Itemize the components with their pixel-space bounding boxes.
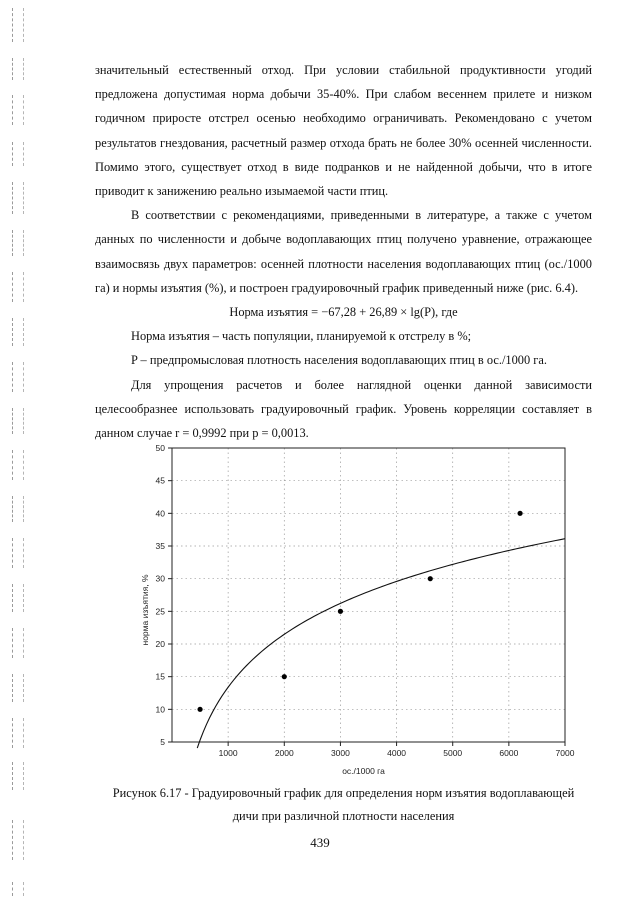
scan-mark (12, 58, 24, 80)
scan-mark (12, 718, 24, 748)
definition-1: Норма изъятия – часть популяции, планируемой к отстрелу в %; (131, 329, 472, 344)
x-tick-label: 1000 (218, 748, 238, 758)
x-axis-label: ос./1000 га (342, 766, 385, 776)
y-tick-label: 10 (155, 704, 165, 715)
scan-mark (12, 762, 24, 790)
paragraph-3: Для упрощения расчетов и более наглядной оценки данной зависимости целесообразнее использовать градуировочный график. Уровень корреляции составляет в данном случае r = 0,9992 при p = 0,0013. (95, 377, 592, 441)
body-text (95, 58, 592, 445)
scan-mark (12, 318, 24, 346)
scan-mark (12, 95, 24, 125)
x-tick-label: 5000 (443, 748, 463, 758)
caption-line-1: Рисунок 6.17 - Градуировочный график для определения норм изъятия водоплавающей (112, 786, 575, 800)
calibration-chart (135, 440, 585, 780)
x-tick-label: 7000 (555, 748, 575, 758)
y-axis-label: норма изъятия, % (140, 574, 150, 646)
scan-mark (12, 584, 24, 612)
y-tick-label: 30 (155, 573, 165, 584)
x-tick-label: 6000 (499, 748, 519, 758)
scan-mark (12, 230, 24, 256)
y-tick-label: 50 (155, 443, 165, 453)
page-number: 439 (310, 835, 330, 850)
paragraph-2: В соответствии с рекомендациями, приведенными в литературе, а также с учетом данных по численности и добыче водоплавающих птиц получено уравнение, отражающее взаимосвязь двух параметров: осенней плотности населения водоплавающих птиц (ос./1000 га) и нормы изъятия (%), и построен градуировочный график приведенный ниже (рис. 6.4). (95, 208, 592, 295)
figure-caption (95, 782, 592, 828)
data-point (428, 576, 433, 581)
y-tick-label: 5 (160, 737, 165, 747)
paragraph-1: значительный естественный отход. При условии стабильной продуктивности угодий предложена допустимая норма добычи 35-40%. При слабом весеннем прилете и низком годичном приросте отстрел осенью необходимо ограничивать. Рекомендовано с учетом результатов гнездования, расчетный размер отхода брать не более 30% осенней численности. Помимо этого, существует отход в виде подранков и не найденной добычи, что в итоге приводит к занижению реально изымаемой части птиц. (95, 63, 592, 199)
y-tick-label: 40 (155, 508, 165, 519)
scan-mark (12, 408, 24, 434)
y-tick-label: 20 (155, 639, 165, 649)
x-tick-label: 4000 (387, 748, 407, 758)
data-point (338, 609, 343, 614)
y-tick-label: 35 (155, 541, 165, 551)
caption-line-2: дичи при различной плотности населения (232, 809, 455, 823)
y-tick-label: 45 (155, 475, 165, 486)
scan-mark (12, 538, 24, 568)
scan-mark (12, 142, 24, 166)
x-tick-label: 3000 (330, 748, 350, 758)
y-tick-label: 15 (155, 671, 165, 682)
scan-mark (12, 628, 24, 658)
data-point (517, 511, 522, 516)
plot-frame (172, 448, 565, 742)
scan-mark (12, 496, 24, 522)
scan-margin-marks (12, 0, 28, 905)
scan-mark (12, 674, 24, 702)
scan-mark (12, 882, 24, 896)
scan-mark (12, 8, 24, 42)
scan-mark (12, 450, 24, 480)
definition-2: P – предпромысловая плотность населения водоплавающих птиц в ос./1000 га. (131, 353, 547, 368)
y-tick-label: 25 (155, 606, 165, 617)
fit-curve (197, 539, 565, 748)
x-tick-label: 2000 (274, 748, 294, 758)
scan-mark (12, 362, 24, 392)
formula: Норма изъятия = −67,28 + 26,89 × lg(P), где (229, 305, 458, 320)
data-point (282, 674, 287, 679)
scan-mark (12, 272, 24, 302)
scan-mark (12, 182, 24, 214)
data-point (197, 707, 202, 712)
